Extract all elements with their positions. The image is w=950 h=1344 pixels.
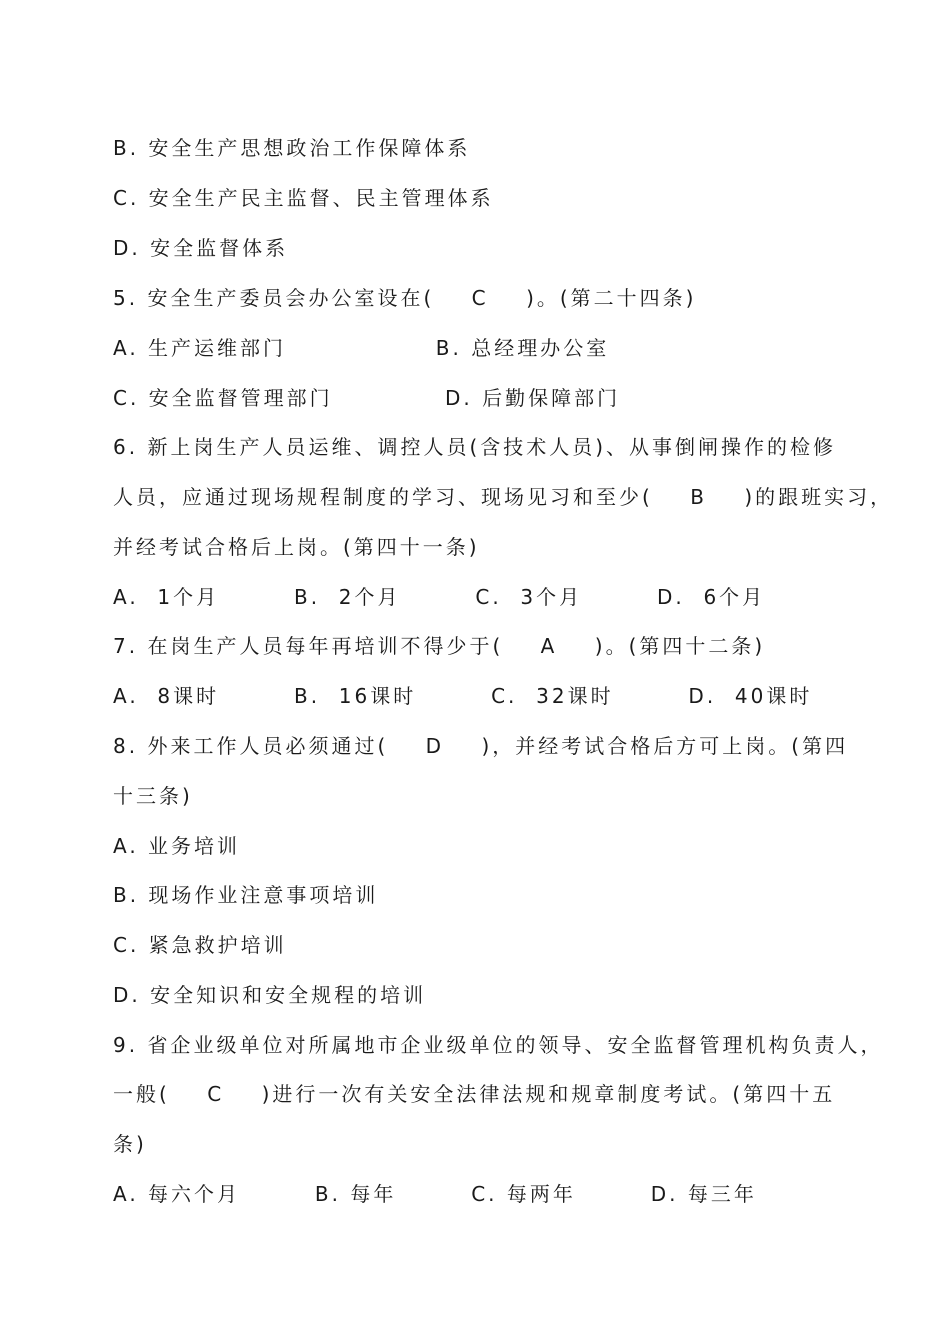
option-b-line: B. 安全生产思想政治工作保障体系 bbox=[113, 136, 471, 160]
question-6-line-2: 人员，应通过现场规程制度的学习、现场见习和至少( B )的跟班实习， bbox=[113, 485, 894, 509]
question-9-line-2: 一般( C )进行一次有关安全法律法规和规章制度考试。(第四十五 bbox=[113, 1082, 836, 1106]
question-6-line-3: 并经考试合格后上岗。(第四十一条) bbox=[113, 535, 480, 559]
question-7: 7. 在岗生产人员每年再培训不得少于( A )。(第四十二条) bbox=[113, 634, 766, 658]
question-8-option-b: B. 现场作业注意事项培训 bbox=[113, 883, 379, 907]
question-9-line-3: 条) bbox=[113, 1132, 147, 1156]
question-9-options: A. 每六个月 B. 每年 C. 每两年 D. 每三年 bbox=[113, 1182, 757, 1206]
question-5-options-cd: C. 安全监督管理部门 D. 后勤保障部门 bbox=[113, 386, 621, 410]
question-8-option-d: D. 安全知识和安全规程的培训 bbox=[113, 983, 427, 1007]
question-5: 5. 安全生产委员会办公室设在( C )。(第二十四条) bbox=[113, 286, 697, 310]
question-6-line-1: 6. 新上岗生产人员运维、调控人员(含技术人员)、从事倒闸操作的检修 bbox=[113, 435, 837, 459]
question-8-option-c: C. 紧急救护培训 bbox=[113, 933, 287, 957]
question-6-options: A. 1个月 B. 2个月 C. 3个月 D. 6个月 bbox=[113, 585, 766, 609]
question-8-line-1: 8. 外来工作人员必须通过( D )，并经考试合格后方可上岗。(第四 bbox=[113, 734, 849, 758]
question-8-line-2: 十三条) bbox=[113, 784, 193, 808]
question-5-options-ab: A. 生产运维部门 B. 总经理办公室 bbox=[113, 336, 610, 360]
question-7-options: A. 8课时 B. 16课时 C. 32课时 D. 40课时 bbox=[113, 684, 813, 708]
option-c-line: C. 安全生产民主监督、民主管理体系 bbox=[113, 186, 494, 210]
question-9-line-1: 9. 省企业级单位对所属地市企业级单位的领导、安全监督管理机构负责人， bbox=[113, 1033, 884, 1057]
question-8-option-a: A. 业务培训 bbox=[113, 834, 241, 858]
option-d-line: D. 安全监督体系 bbox=[113, 236, 289, 260]
